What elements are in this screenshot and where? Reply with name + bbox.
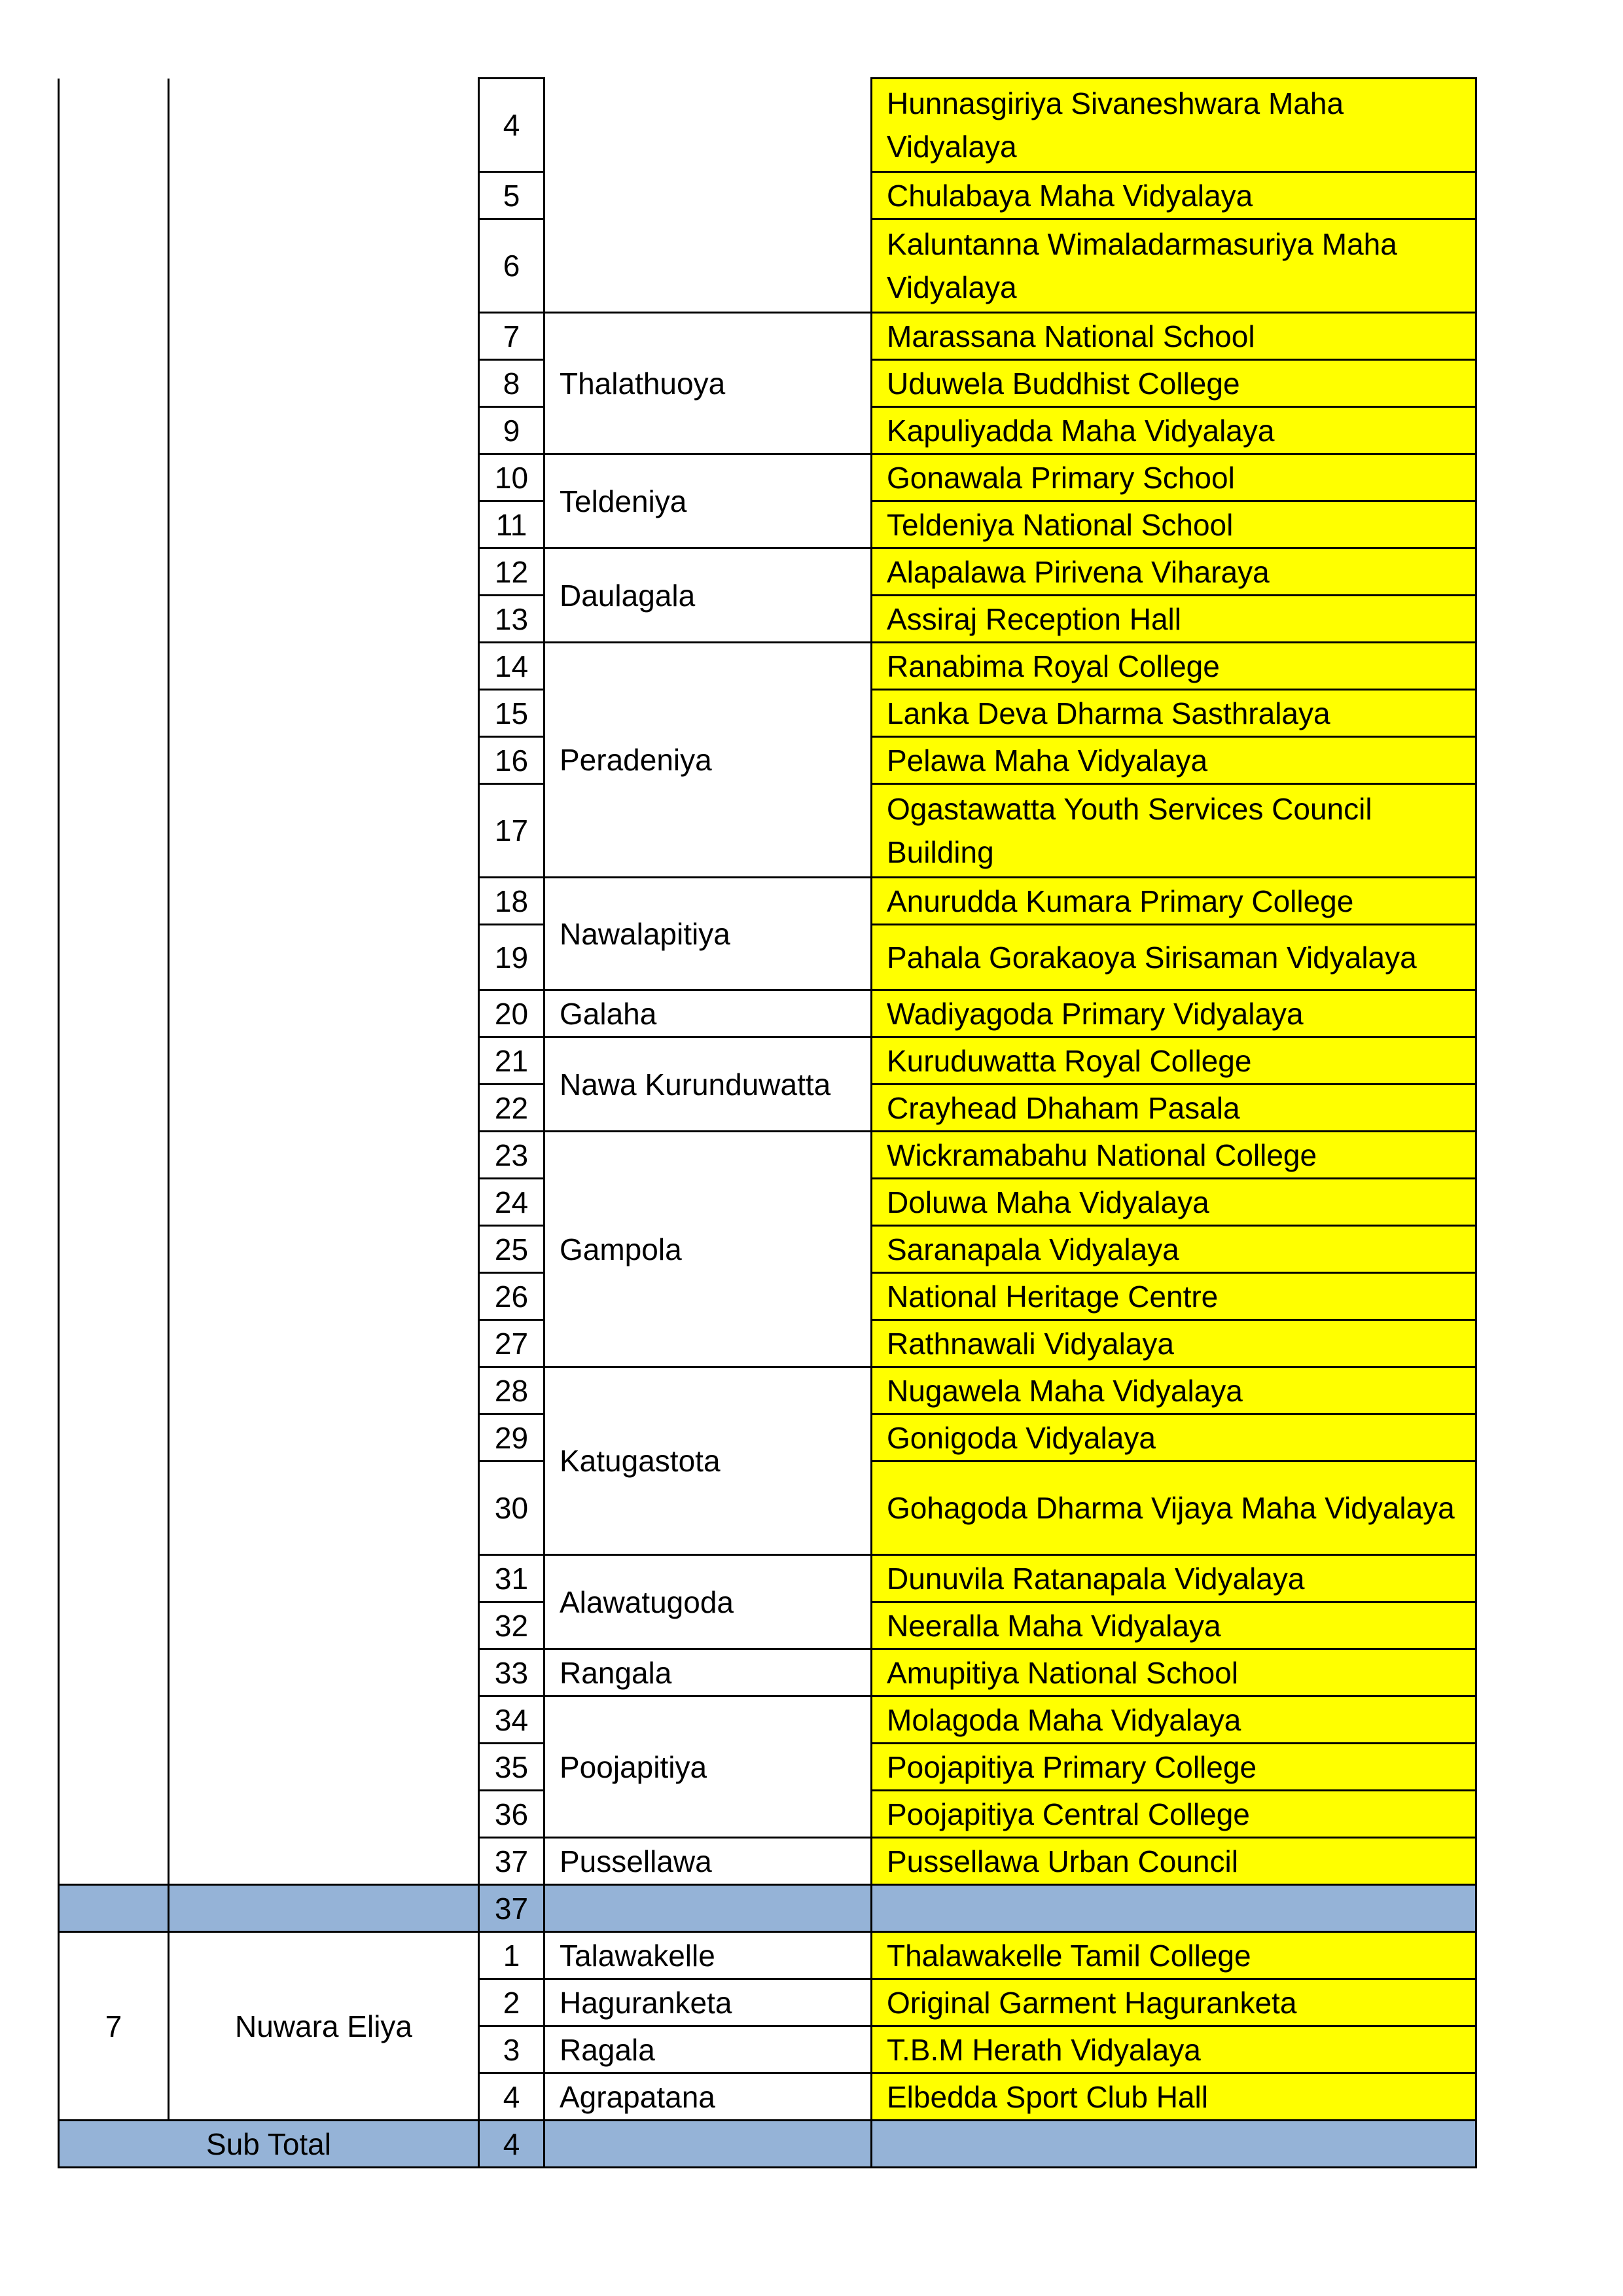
district-name: Nuwara Eliya bbox=[169, 1932, 479, 2121]
centre-name: Teldeniya National School bbox=[872, 501, 1476, 548]
centre-name: Assiraj Reception Hall bbox=[872, 596, 1476, 643]
centre-name: Rathnawali Vidyalaya bbox=[872, 1320, 1476, 1367]
centre-name: Elbedda Sport Club Hall bbox=[872, 2073, 1476, 2121]
area-cell bbox=[544, 79, 872, 313]
centre-name: Original Garment Haguranketa bbox=[872, 1979, 1476, 2026]
row-number: 10 bbox=[479, 454, 544, 501]
area-name: Gampola bbox=[544, 1132, 872, 1367]
row-number: 32 bbox=[479, 1602, 544, 1649]
row-number: 26 bbox=[479, 1273, 544, 1320]
row-number: 24 bbox=[479, 1179, 544, 1226]
row-number: 3 bbox=[479, 2026, 544, 2073]
subtotal-count: 4 bbox=[479, 2121, 544, 2168]
row-number: 8 bbox=[479, 360, 544, 407]
centre-name: Dunuvila Ratanapala Vidyalaya bbox=[872, 1555, 1476, 1602]
centre-name: Marassana National School bbox=[872, 313, 1476, 360]
centre-name: Uduwela Buddhist College bbox=[872, 360, 1476, 407]
subtotal-blank bbox=[872, 1885, 1476, 1932]
row-number: 33 bbox=[479, 1649, 544, 1696]
centre-name: Pelawa Maha Vidyalaya bbox=[872, 737, 1476, 784]
centre-name: Thalawakelle Tamil College bbox=[872, 1932, 1476, 1979]
centre-name: Wickramabahu National College bbox=[872, 1132, 1476, 1179]
area-name: Agrapatana bbox=[544, 2073, 872, 2121]
row-number: 15 bbox=[479, 690, 544, 737]
row-number: 37 bbox=[479, 1838, 544, 1885]
row-number: 23 bbox=[479, 1132, 544, 1179]
centre-name: Neeralla Maha Vidyalaya bbox=[872, 1602, 1476, 1649]
centre-name: Gonawala Primary School bbox=[872, 454, 1476, 501]
row-number: 19 bbox=[479, 925, 544, 990]
area-name: Pussellawa bbox=[544, 1838, 872, 1885]
centre-name: Pahala Gorakaoya Sirisaman Vidyalaya bbox=[872, 925, 1476, 990]
subtotal-blank bbox=[59, 1885, 169, 1932]
area-name: Teldeniya bbox=[544, 454, 872, 548]
centre-name: Amupitiya National School bbox=[872, 1649, 1476, 1696]
centre-name: Gohagoda Dharma Vijaya Maha Vidyalaya bbox=[872, 1462, 1476, 1555]
centre-name: Ogastawatta Youth Services Council Building bbox=[872, 784, 1476, 878]
centre-name: Kaluntanna Wimaladarmasuriya Maha Vidyalaya bbox=[872, 219, 1476, 313]
district-number: 7 bbox=[59, 1932, 169, 2121]
area-name: Nawalapitiya bbox=[544, 878, 872, 990]
row-number: 18 bbox=[479, 878, 544, 925]
row-number: 20 bbox=[479, 990, 544, 1037]
row-number: 6 bbox=[479, 219, 544, 313]
centre-name: Crayhead Dhaham Pasala bbox=[872, 1085, 1476, 1132]
row-number: 14 bbox=[479, 643, 544, 690]
centre-name: Lanka Deva Dharma Sasthralaya bbox=[872, 690, 1476, 737]
district-name-cell bbox=[169, 79, 479, 1885]
centre-name: Hunnasgiriya Sivaneshwara Maha Vidyalaya bbox=[872, 79, 1476, 172]
row-number: 12 bbox=[479, 548, 544, 596]
area-name: Ragala bbox=[544, 2026, 872, 2073]
subtotal-row bbox=[59, 2121, 1476, 2168]
row-number: 5 bbox=[479, 172, 544, 219]
row-number: 25 bbox=[479, 1226, 544, 1273]
row-number: 21 bbox=[479, 1037, 544, 1085]
row-number: 4 bbox=[479, 2073, 544, 2121]
table-row bbox=[59, 79, 1476, 172]
centre-name: Alapalawa Pirivena Viharaya bbox=[872, 548, 1476, 596]
area-name: Katugastota bbox=[544, 1367, 872, 1555]
area-name: Alawatugoda bbox=[544, 1555, 872, 1649]
area-name: Poojapitiya bbox=[544, 1696, 872, 1838]
centre-name: Doluwa Maha Vidyalaya bbox=[872, 1179, 1476, 1226]
table-row bbox=[59, 1932, 1476, 1979]
row-number: 30 bbox=[479, 1462, 544, 1555]
area-name: Thalathuoya bbox=[544, 313, 872, 454]
row-number: 7 bbox=[479, 313, 544, 360]
subtotal-blank bbox=[872, 2121, 1476, 2168]
centre-name: T.B.M Herath Vidyalaya bbox=[872, 2026, 1476, 2073]
row-number: 28 bbox=[479, 1367, 544, 1414]
centre-name: National Heritage Centre bbox=[872, 1273, 1476, 1320]
subtotal-label: Sub Total bbox=[59, 2121, 479, 2168]
area-name: Galaha bbox=[544, 990, 872, 1037]
row-number: 11 bbox=[479, 501, 544, 548]
centre-name: Wadiyagoda Primary Vidyalaya bbox=[872, 990, 1476, 1037]
area-name: Haguranketa bbox=[544, 1979, 872, 2026]
subtotal-count: 37 bbox=[479, 1885, 544, 1932]
subtotal-blank bbox=[544, 2121, 872, 2168]
row-number: 4 bbox=[479, 79, 544, 172]
subtotal-row bbox=[59, 1885, 1476, 1932]
row-number: 2 bbox=[479, 1979, 544, 2026]
area-name: Rangala bbox=[544, 1649, 872, 1696]
row-number: 22 bbox=[479, 1085, 544, 1132]
row-number: 29 bbox=[479, 1414, 544, 1462]
row-number: 1 bbox=[479, 1932, 544, 1979]
area-name: Daulagala bbox=[544, 548, 872, 643]
row-number: 16 bbox=[479, 737, 544, 784]
centre-name: Saranapala Vidyalaya bbox=[872, 1226, 1476, 1273]
centre-name: Kapuliyadda Maha Vidyalaya bbox=[872, 407, 1476, 454]
centre-name: Molagoda Maha Vidyalaya bbox=[872, 1696, 1476, 1744]
subtotal-blank bbox=[544, 1885, 872, 1932]
exam-centres-table bbox=[58, 77, 1477, 2168]
row-number: 17 bbox=[479, 784, 544, 878]
row-number: 36 bbox=[479, 1791, 544, 1838]
row-number: 34 bbox=[479, 1696, 544, 1744]
row-number: 13 bbox=[479, 596, 544, 643]
centre-name: Kuruduwatta Royal College bbox=[872, 1037, 1476, 1085]
centre-name: Gonigoda Vidyalaya bbox=[872, 1414, 1476, 1462]
centre-name: Nugawela Maha Vidyalaya bbox=[872, 1367, 1476, 1414]
centre-name: Ranabima Royal College bbox=[872, 643, 1476, 690]
area-name: Talawakelle bbox=[544, 1932, 872, 1979]
row-number: 35 bbox=[479, 1744, 544, 1791]
district-no-cell bbox=[59, 79, 169, 1885]
area-name: Peradeniya bbox=[544, 643, 872, 878]
centre-name: Poojapitiya Central College bbox=[872, 1791, 1476, 1838]
subtotal-blank bbox=[169, 1885, 479, 1932]
centre-name: Anurudda Kumara Primary College bbox=[872, 878, 1476, 925]
centre-name: Pussellawa Urban Council bbox=[872, 1838, 1476, 1885]
row-number: 27 bbox=[479, 1320, 544, 1367]
centre-name: Poojapitiya Primary College bbox=[872, 1744, 1476, 1791]
centre-name: Chulabaya Maha Vidyalaya bbox=[872, 172, 1476, 219]
row-number: 9 bbox=[479, 407, 544, 454]
area-name: Nawa Kurunduwatta bbox=[544, 1037, 872, 1132]
row-number: 31 bbox=[479, 1555, 544, 1602]
